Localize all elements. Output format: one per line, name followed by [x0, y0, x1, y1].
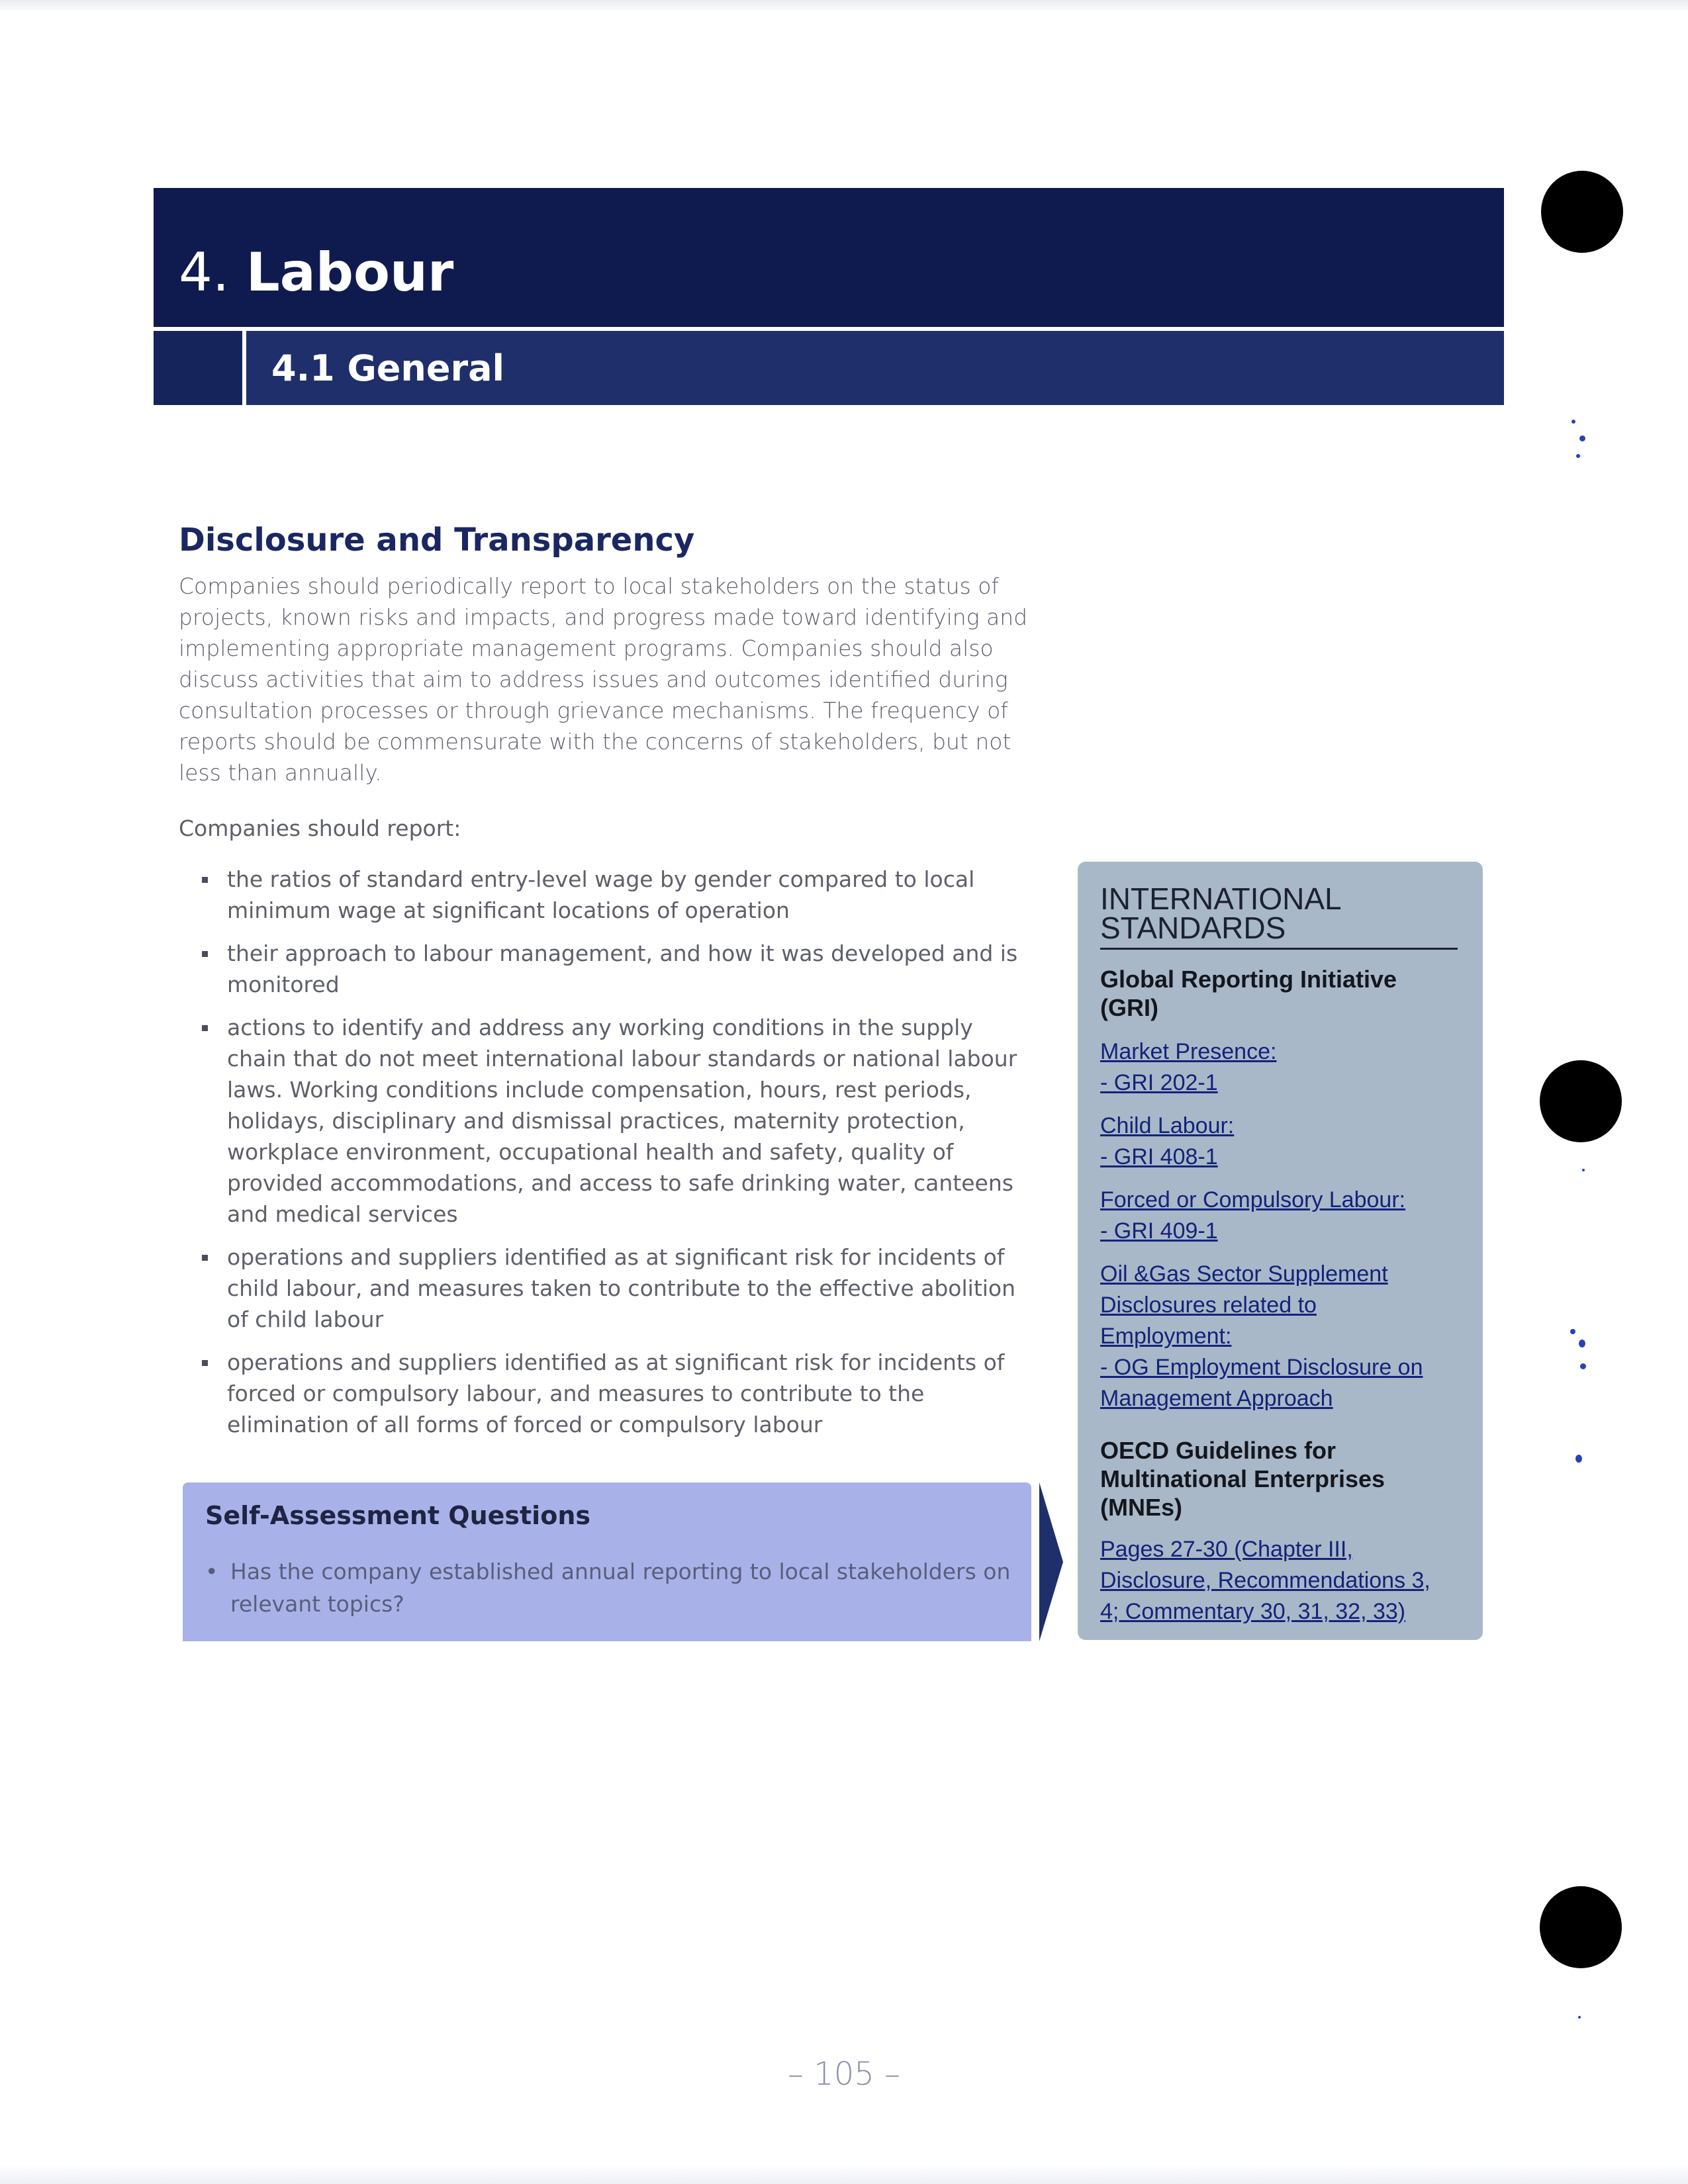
link-line: - GRI 202-1 [1100, 1070, 1218, 1095]
link-line: Management Approach [1100, 1386, 1333, 1411]
square-bullet-icon [202, 877, 208, 883]
report-requirements-list [202, 864, 1033, 1452]
self-assessment-title: Self-Assessment Questions [205, 1501, 590, 1530]
list-item [202, 864, 1033, 926]
link-line: Employment: [1100, 1324, 1232, 1349]
list-item [202, 1012, 1033, 1230]
gri-202-1-link[interactable] [1100, 1036, 1471, 1099]
ink-speck [1578, 2016, 1581, 2019]
gri-409-1-link[interactable] [1100, 1185, 1471, 1247]
link-line: - GRI 408-1 [1100, 1144, 1218, 1169]
page-number: – 105 – [787, 2056, 901, 2093]
ink-speck [1576, 454, 1580, 458]
oecd-pages-link[interactable] [1100, 1534, 1471, 1627]
gri-408-1-link[interactable] [1100, 1111, 1471, 1173]
disclosure-paragraph: Companies should periodically report to local stakeholders on the status of projects, known risks and impacts, and progress made toward identifying and implementing appropriate management programs. Companies should also discuss activities that aim to address issues and outcomes identified during consultation processes or through grievance mechanisms. The frequency of reports should be commensurate with the concerns of stakeholders, but not less than annually. [179, 573, 1028, 786]
ink-speck [1580, 1363, 1586, 1369]
link-line: Oil &Gas Sector Supplement [1100, 1261, 1388, 1287]
report-intro: Companies should report: [179, 815, 461, 841]
ink-speck [1579, 1340, 1585, 1347]
og-employment-disclosure-link[interactable] [1100, 1259, 1471, 1414]
link-line: - GRI 409-1 [1100, 1218, 1218, 1244]
disclosure-heading: Disclosure and Transparency [179, 522, 695, 559]
list-item [202, 1242, 1033, 1335]
self-assessment-question-text: Has the company established annual reporting to local stakeholders on relevant topics? [230, 1559, 1011, 1617]
link-line: Forced or Compulsory Labour: [1100, 1187, 1406, 1212]
punch-hole [1541, 171, 1623, 253]
square-bullet-icon [202, 1360, 208, 1366]
section-band-divider [242, 331, 246, 405]
punch-hole [1540, 1886, 1622, 1968]
chapter-number: 4. [179, 242, 230, 303]
chapter-title-text: Labour [246, 242, 454, 303]
link-line: Disclosures related to [1100, 1293, 1317, 1318]
list-item-text: operations and suppliers identified as at significant risk for incidents of child labour, and measures taken to contribute to the effective abolition of child labour [227, 1244, 1016, 1332]
list-item [202, 938, 1033, 1000]
link-line: Pages 27-30 (Chapter III, [1100, 1537, 1353, 1562]
scan-edge-top [0, 0, 1688, 11]
link-line: Disclosure, Recommendations 3, [1100, 1568, 1430, 1593]
list-item-text: their approach to labour management, and how it was developed and is monitored [227, 940, 1018, 997]
ink-speck [1579, 435, 1585, 441]
international-standards-title [1100, 884, 1458, 950]
ink-speck [1570, 1329, 1575, 1334]
gri-heading: Global Reporting Initiative (GRI) [1100, 966, 1397, 1021]
link-line: Market Presence: [1100, 1039, 1277, 1064]
standards-title-line: INTERNATIONAL [1100, 882, 1342, 916]
list-item-text: actions to identify and address any working conditions in the supply chain that do not meet international labour standards or national labour laws. Working conditions include compensation, hours, rest periods, holidays, disciplinary and dismissal practices, maternity protection, workplace environment, occupational health and safety, quality of provided accommodations, and access to safe drinking water, canteens and medical services [227, 1015, 1017, 1227]
bullet-dot-icon: • [205, 1559, 218, 1584]
link-line: 4; Commentary 30, 31, 32, 33) [1100, 1599, 1406, 1624]
scan-edge-bottom [0, 2164, 1688, 2184]
section-band-accent [154, 331, 242, 405]
list-item [202, 1347, 1033, 1440]
ink-speck [1575, 1455, 1582, 1463]
self-assessment-question [205, 1555, 1013, 1620]
square-bullet-icon [202, 1255, 208, 1261]
link-line: Child Labour: [1100, 1113, 1235, 1138]
arrow-right-icon [1039, 1482, 1063, 1641]
chapter-title [179, 242, 454, 303]
square-bullet-icon [202, 951, 208, 957]
section-title: 4.1 General [271, 347, 505, 389]
standards-title-line: STANDARDS [1100, 911, 1286, 945]
list-item-text: the ratios of standard entry-level wage by gender compared to local minimum wage at significant locations of operation [227, 866, 975, 923]
square-bullet-icon [202, 1025, 208, 1031]
list-item-text: operations and suppliers identified as at significant risk for incidents of forced or compulsory labour, and measures to contribute to the elimination of all forms of forced or compulsory labour [227, 1349, 1005, 1437]
oecd-heading: OECD Guidelines for Multinational Enterprises (MNEs) [1100, 1437, 1385, 1521]
punch-hole [1540, 1060, 1622, 1142]
link-line: - OG Employment Disclosure on [1100, 1355, 1423, 1380]
ink-speck [1571, 420, 1575, 424]
ink-speck [1582, 1169, 1585, 1171]
